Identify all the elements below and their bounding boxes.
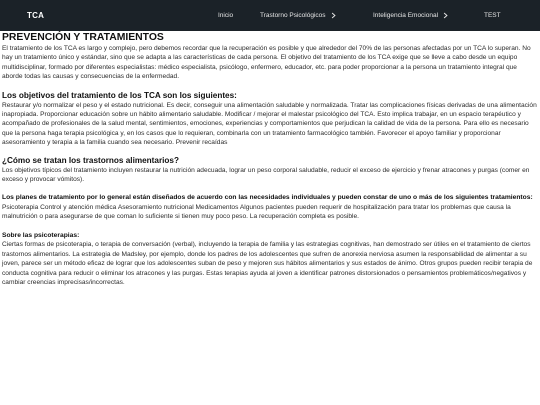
objetivos-paragraph: Restaurar y/o normalizar el peso y el estado nutricional. Es decir, conseguir una alimentación saludable y normalizada. Tratar las complicaciones físicas derivadas de una alimentación inapropiada. Proporcionar educación sobre un hábito alimentario saludable. Modificar / mejorar el malestar psicológico del TCA. Esto implica trabajar, en un espacio terapéutico y acompañado de profesionales de la salud mental, sentimientos, emociones, experiencias y comportamientos que perjudican la calidad de vida de la persona. Para ello es necesario que la persona haga terapia psicológica y, en los casos que lo requieran, combinarla con un tratamiento farmacológico también. Favorecer el apoyo familiar y proporcionar asesoramiento y terapia a la familia cuando sea necesario. Prevenir recaídas — [2, 101, 537, 147]
nav-item-label: Trastorno Psicológicos — [260, 12, 326, 19]
chevron-right-icon — [442, 12, 449, 19]
como-paragraph: Los objetivos típicos del tratamiento incluyen restaurar la nutrición adecuada, lograr un peso corporal saludable, reducir el exceso de ejercicio y frenar atracones y purgas (comer en exceso y provocar vómitos). — [2, 166, 530, 184]
section-heading-planes: Los planes de tratamiento por lo general están diseñados de acuerdo con las necesidades individuales y pueden constar de uno o más de los siguientes tratamientos: — [2, 194, 533, 202]
chevron-right-icon — [330, 12, 337, 19]
section-heading-psicoterapias: Sobre las psicoterapias: — [2, 231, 80, 239]
intro-paragraph: El tratamiento de los TCA es largo y complejo, pero debemos recordar que la recuperación es posible y que alrededor del 70% de las personas afectadas por un TCA lo superan. No hay un tratamiento único y estándar, sino que se adapta a las características de cada persona. El objetivo del tratamiento de los TCA exige que se lleve a cabo desde un equipo multidisciplinar, formado por diferentes especialistas: médico especialista, psicólogo, enfermero, educador, etc. para poder proporcionar a la persona un tratamiento integral que aborde todas las causas y consecuencias de la enfermedad. — [2, 45, 531, 81]
nav-item-label: TEST — [484, 12, 501, 19]
section-heading-objetivos: Los objetivos del tratamiento de los TCA son los siguientes: — [2, 90, 237, 100]
nav-item-label: Inteligencia Emocional — [373, 12, 439, 19]
nav-item-inteligencia[interactable] — [373, 0, 449, 31]
article-content — [0, 31, 540, 287]
nav-item-label: Inicio — [218, 12, 234, 19]
nav-item-trastornos[interactable] — [260, 0, 337, 31]
top-navbar — [0, 0, 540, 31]
psicoterapias-paragraph: Ciertas formas de psicoterapia, o terapia de conversación (verbal), incluyendo la terapia de familia y las estrategias cognitivas, han demostrado ser útiles en el tratamiento de ciertos trastornos alimentarios. La estrategia de Madsley, por ejemplo, donde los padres de los adolescentes que sufren de anorexia nerviosa asumen la responsabilidad de alimentar a su joven, parece ser un método eficaz de lograr que los adolescentes suban de peso y mejoren sus hábitos alimentarios y sus estados de ánimo. Otros grupos pueden recibir terapia de conducta cognitiva para reducir o eliminar los atracones y las purgas. Estas terapias ayuda al joven a identificar patrones distorsionados o pensamientos problemáticos/negativos y cambiar creencias imprecisas/incorrectas. — [2, 241, 533, 286]
brand-logo[interactable]: TCA — [27, 11, 45, 20]
planes-paragraph: Psicoterapia Control y atención médica Asesoramiento nutricional Medicamentos Algunos pacientes pueden requerir de hospitalización para tratar los problemas que causa la malnutrición o para asegurarse de que coman lo suficiente si tienen muy poco peso. La recuperación completa es posible. — [2, 203, 511, 221]
page-title: PREVENCIÓN Y TRATAMIENTOS — [2, 32, 164, 43]
nav-item-test[interactable] — [484, 0, 501, 31]
nav-item-inicio[interactable] — [218, 0, 233, 31]
section-heading-como: ¿Cómo se tratan los trastornos alimentarios? — [2, 155, 179, 165]
